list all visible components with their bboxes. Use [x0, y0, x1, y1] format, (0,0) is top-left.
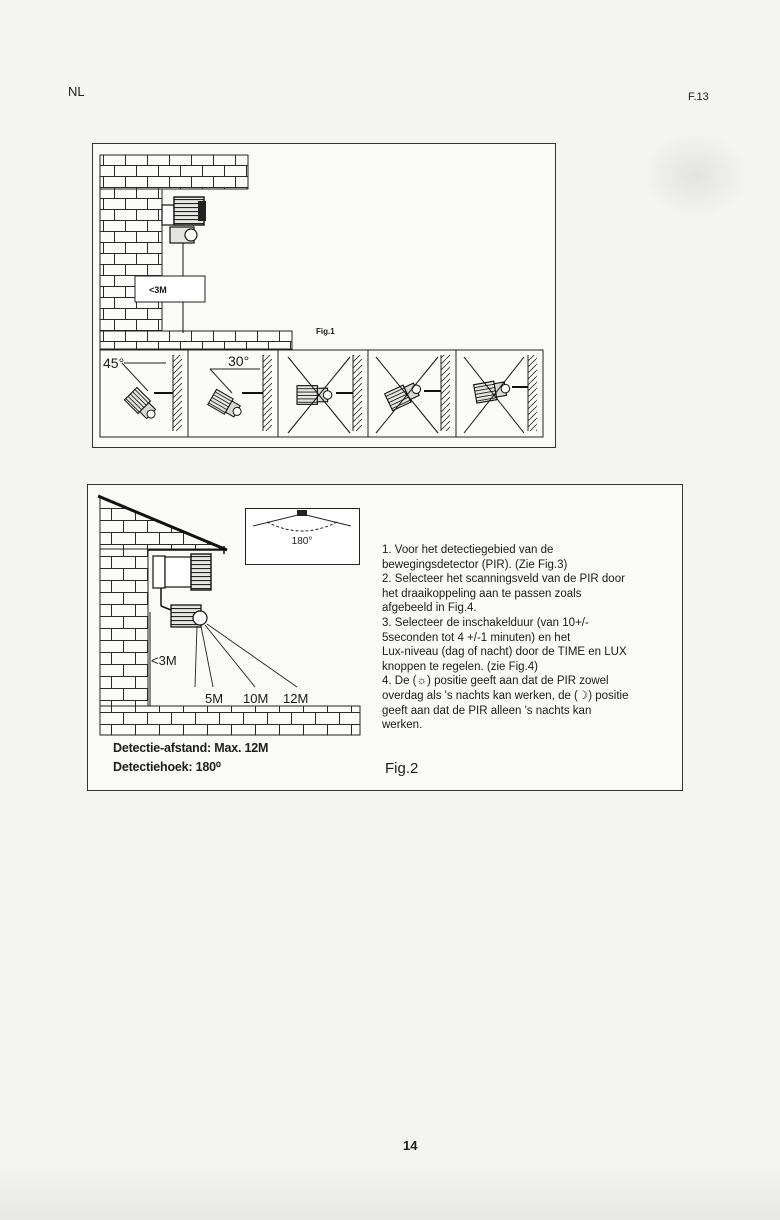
instruction-line: geeft aan dat de PIR alleen 's nachts kan — [382, 704, 592, 717]
height-label: <3M — [149, 285, 167, 295]
figure-1-mounting-diagram — [92, 143, 556, 448]
detection-distance-spec: Detectie-afstand: Max. 12M — [113, 741, 269, 755]
instruction-line: bewegingsdetector (PIR). (Zie Fig.3) — [382, 558, 568, 571]
instruction-line: overdag als 's nachts kan werken, de (☽) positie — [382, 690, 629, 702]
scan-smudge — [0, 1160, 780, 1220]
page-reference: F.13 — [688, 91, 709, 103]
instruction-line: 2. Selecteer het scanningsveld van de PIR door — [382, 573, 625, 586]
distance-label-12m: 12M — [283, 691, 309, 706]
figure-2-caption: Fig.2 — [385, 760, 419, 777]
page-number: 14 — [403, 1138, 418, 1153]
detection-angle-label: 180° — [291, 536, 313, 547]
detection-angle-spec: Detectiehoek: 180⁰ — [113, 760, 221, 774]
scan-smudge — [640, 130, 750, 220]
language-code: NL — [68, 84, 85, 99]
instruction-line: 3. Selecteer de inschakelduur (van 10+/- — [382, 617, 589, 629]
distance-label-5m: 5M — [205, 691, 224, 706]
instruction-line: afgebeeld in Fig.4. — [382, 602, 477, 615]
figure-1-caption: Fig.1 — [316, 327, 335, 336]
distance-label-10m: 10M — [243, 691, 269, 706]
instruction-line: 5seconden tot 4 +/-1 minuten) en het — [382, 631, 571, 644]
sensor-icon — [297, 386, 332, 405]
instruction-line: Lux-niveau (dag of nacht) door de TIME en LUX — [382, 646, 627, 659]
angle-30-label: 30° — [228, 353, 250, 369]
height-label: <3M — [151, 653, 177, 668]
instruction-line: 4. De (☼) positie geeft aan dat de PIR zowel — [382, 675, 609, 688]
instruction-line: 1. Voor het detectiegebied van de — [382, 544, 554, 556]
angle-box — [246, 509, 360, 565]
instruction-line: werken. — [382, 719, 423, 732]
instruction-line: knoppen te regelen. (zie Fig.4) — [382, 660, 538, 673]
height-label-box — [135, 276, 205, 302]
angle-45-label: 45° — [103, 355, 125, 371]
instruction-line: het draaikoppeling aan te passen zoals — [382, 587, 582, 600]
angle-panels — [100, 350, 543, 437]
